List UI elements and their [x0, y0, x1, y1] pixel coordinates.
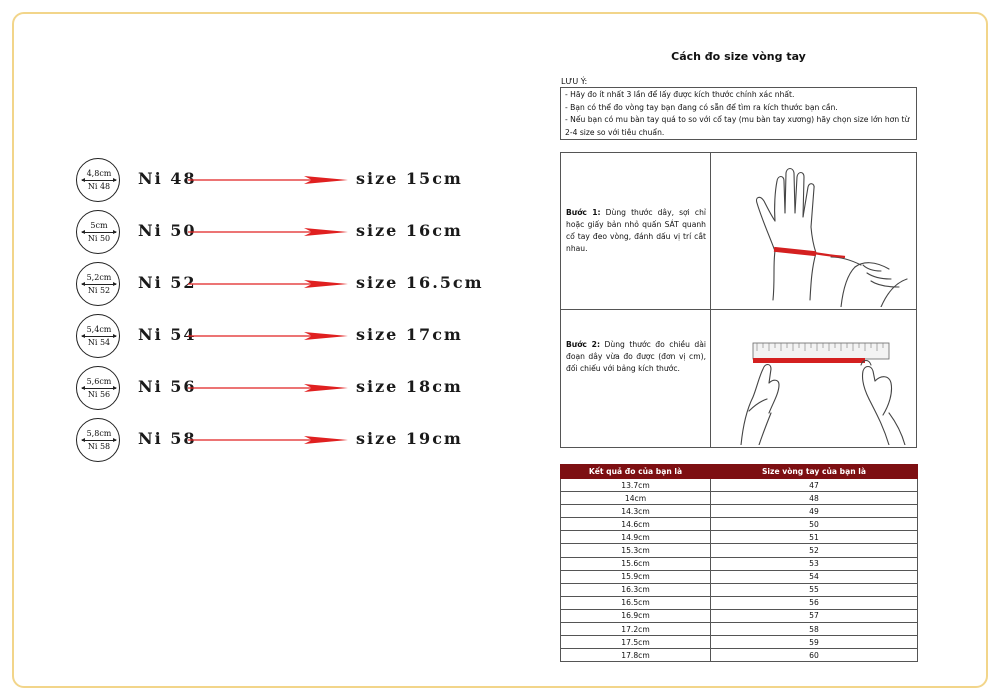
ring-number: Ni 54: [87, 338, 111, 347]
note-box: [560, 87, 917, 140]
measurement-cell: 15.3cm: [561, 544, 711, 557]
note-heading: LƯU Ý:: [561, 77, 588, 86]
measurement-cell: 13.7cm: [561, 479, 711, 492]
measurement-cell: 15.9cm: [561, 570, 711, 583]
measurement-cell: 17.5cm: [561, 636, 711, 649]
table-row: [561, 596, 918, 609]
ring-diameter: 5,4cm: [86, 325, 112, 334]
column-header-size: Size vòng tay của bạn là: [711, 465, 918, 479]
size-cell: 58: [711, 623, 918, 636]
table-row: [561, 636, 918, 649]
measurement-cell: 14.6cm: [561, 518, 711, 531]
ring-row: [76, 366, 476, 410]
table-row: [561, 623, 918, 636]
ring-diameter: 5,2cm: [86, 273, 112, 282]
size-cell: 51: [711, 531, 918, 544]
bracelet-size-label: size 16cm: [356, 221, 463, 240]
ring-row: [76, 158, 476, 202]
column-header-measurement: Kết quả đo của bạn là: [561, 465, 711, 479]
size-cell: 52: [711, 544, 918, 557]
measurement-cell: 16.3cm: [561, 583, 711, 596]
ring-label: Ni 52: [138, 273, 197, 292]
measurement-cell: 17.2cm: [561, 623, 711, 636]
measurement-cell: 16.5cm: [561, 596, 711, 609]
bracelet-size-label: size 15cm: [356, 169, 463, 188]
size-cell: 50: [711, 518, 918, 531]
step-1-text: [566, 207, 706, 255]
table-row: [561, 544, 918, 557]
ring-diameter: 4,8cm: [86, 169, 112, 178]
ring-diameter: 5cm: [90, 221, 108, 230]
size-cell: 47: [711, 479, 918, 492]
table-row: [561, 479, 918, 492]
measurement-cell: 14.3cm: [561, 505, 711, 518]
diameter-arrow-icon: [82, 232, 116, 233]
measurement-cell: 14.9cm: [561, 531, 711, 544]
ring-row: [76, 418, 476, 462]
ring-diameter: 5,6cm: [86, 377, 112, 386]
table-row: [561, 570, 918, 583]
step-2-label: Bước 2:: [566, 340, 600, 349]
table-header-row: [561, 465, 918, 479]
ring-number: Ni 50: [87, 234, 111, 243]
step-2-text: [566, 339, 706, 375]
steps-table: [560, 152, 917, 448]
ring-diameter: 5,8cm: [86, 429, 112, 438]
table-row: [561, 531, 918, 544]
bracelet-size-label: size 17cm: [356, 325, 463, 344]
red-arrow-icon: [188, 329, 348, 343]
wrist-measure-illustration: [713, 157, 915, 307]
ring-circle: [76, 262, 120, 306]
table-row: [561, 518, 918, 531]
ring-circle: [76, 418, 120, 462]
ring-circle: [76, 158, 120, 202]
diameter-arrow-icon: [82, 284, 116, 285]
ring-label: Ni 56: [138, 377, 197, 396]
table-row: [561, 557, 918, 570]
table-row: [561, 583, 918, 596]
table-row: [561, 505, 918, 518]
measurement-cell: 17.8cm: [561, 649, 711, 662]
note-line: - Nếu bạn có mu bàn tay quá to so với cổ tay (mu bàn tay xương) hãy chọn size lớn hơn từ 2-4 size so với tiêu chuẩn.: [565, 115, 910, 137]
size-cell: 60: [711, 649, 918, 662]
diameter-arrow-icon: [82, 440, 116, 441]
ring-circle: [76, 314, 120, 358]
size-chart-table: [560, 464, 918, 662]
note-line: - Hãy đo ít nhất 3 lần để lấy được kích thước chính xác nhất.: [565, 90, 795, 99]
size-cell: 54: [711, 570, 918, 583]
bracelet-size-label: size 16.5cm: [356, 273, 484, 292]
ring-circle: [76, 366, 120, 410]
ring-circle: [76, 210, 120, 254]
step-2-description: Dùng thước đo chiều dài đoạn dây vừa đo được (đơn vị cm), đối chiếu với bảng kích thước.: [566, 340, 706, 373]
ring-row: [76, 210, 476, 254]
size-cell: 56: [711, 596, 918, 609]
divider: [710, 153, 711, 447]
ring-label: Ni 58: [138, 429, 197, 448]
bracelet-size-label: size 19cm: [356, 429, 463, 448]
step-1-label: Bước 1:: [566, 208, 601, 217]
red-arrow-icon: [188, 433, 348, 447]
ring-row: [76, 314, 476, 358]
ring-number: Ni 48: [87, 182, 111, 191]
divider: [561, 309, 916, 310]
ring-number: Ni 52: [87, 286, 111, 295]
table-row: [561, 649, 918, 662]
red-arrow-icon: [188, 225, 348, 239]
size-cell: 55: [711, 583, 918, 596]
size-cell: 53: [711, 557, 918, 570]
step-1-description: Dùng thước dây, sợi chỉ hoặc giấy bản nhỏ quấn SÁT quanh cổ tay đeo vòng, đánh dấu vị trí cắt nhau.: [566, 208, 706, 253]
table-row: [561, 609, 918, 622]
size-cell: 57: [711, 609, 918, 622]
ring-label: Ni 48: [138, 169, 197, 188]
diameter-arrow-icon: [82, 180, 116, 181]
size-cell: 49: [711, 505, 918, 518]
red-arrow-icon: [188, 277, 348, 291]
ring-label: Ni 50: [138, 221, 197, 240]
table-row: [561, 492, 918, 505]
ring-number: Ni 56: [87, 390, 111, 399]
ring-label: Ni 54: [138, 325, 197, 344]
diameter-arrow-icon: [82, 336, 116, 337]
size-cell: 59: [711, 636, 918, 649]
ring-row: [76, 262, 484, 306]
note-line: - Bạn có thể đo vòng tay bạn đang có sẵn để tìm ra kích thước bạn cần.: [565, 102, 838, 112]
red-arrow-icon: [188, 173, 348, 187]
diameter-arrow-icon: [82, 388, 116, 389]
size-cell: 48: [711, 492, 918, 505]
measurement-cell: 14cm: [561, 492, 711, 505]
measurement-cell: 16.9cm: [561, 609, 711, 622]
measurement-cell: 15.6cm: [561, 557, 711, 570]
bracelet-size-label: size 18cm: [356, 377, 463, 396]
red-arrow-icon: [188, 381, 348, 395]
ruler-measure-illustration: [713, 313, 915, 445]
ring-number: Ni 58: [87, 442, 111, 451]
guide-title: Cách đo size vòng tay: [671, 50, 806, 63]
